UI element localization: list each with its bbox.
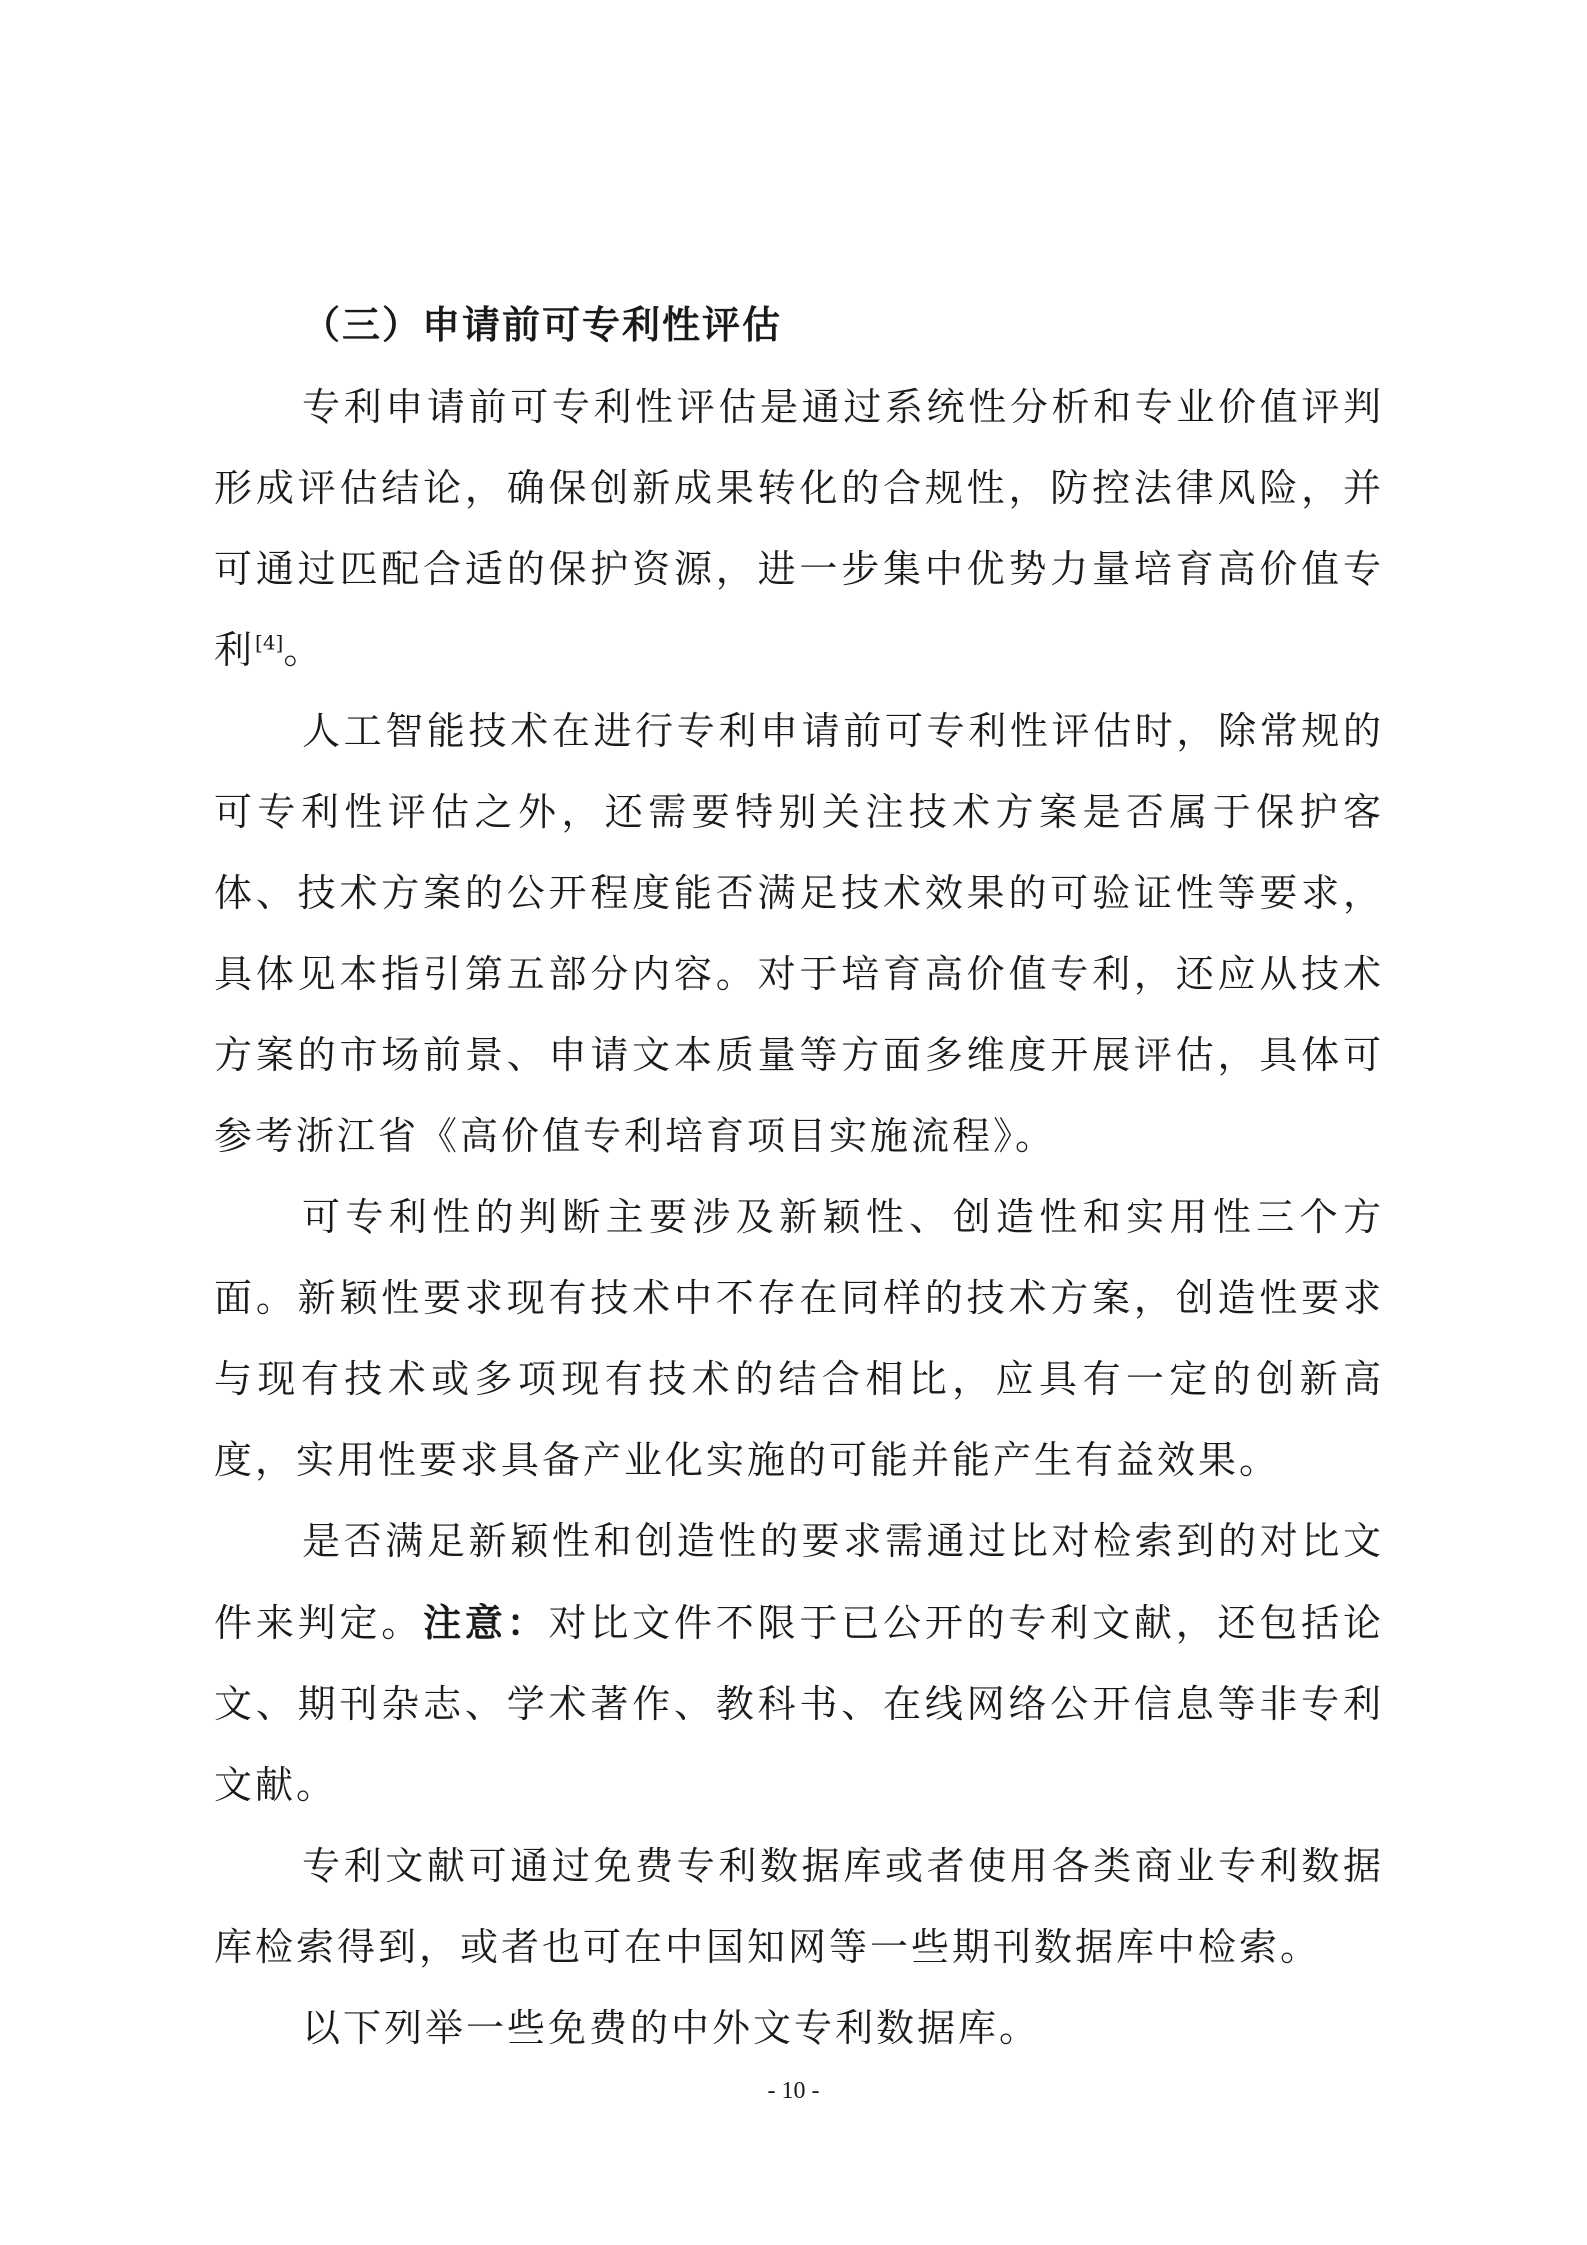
note-label: 注意： [423, 1600, 549, 1645]
paragraph-5: 专利文献可通过免费专利数据库或者使用各类商业专利数据库检索得到，或者也可在中国知网等一些期刊数据库中检索。 [214, 1844, 1384, 1969]
page-content [214, 283, 1384, 2069]
citation-marker: [4] [255, 630, 284, 655]
paragraph-6: 以下列举一些免费的中外文专利数据库。 [302, 2006, 1041, 2050]
paragraph-4-after: 对比文件不限于已公开的专利文献，还包括论文、期刊杂志、学术著作、教科书、在线网络公开信息等非专利文献。 [214, 1601, 1384, 1807]
page-number: - 10 - [767, 2078, 820, 2104]
paragraph-1-text: 专利申请前可专利性评估是通过系统性分析和专业价值评判形成评估结论，确保创新成果转化的合规性，防控法律风险，并可通过匹配合适的保护资源，进一步集中优势力量培育高价值专利 [214, 385, 1384, 672]
paragraph-4 [214, 1501, 1384, 1826]
paragraph-2: 人工智能技术在进行专利申请前可专利性评估时，除常规的可专利性评估之外，还需要特别关注技术方案是否属于保护客体、技术方案的公开程度能否满足技术效果的可验证性等要求，具体见本指引第五部分内容。对于培育高价值专利，还应从技术方案的市场前景、申请文本质量等方面多维度开展评估，具体可参考浙江省《高价值专利培育项目实施流程》。 [214, 709, 1384, 1158]
section-heading: （三）申请前可专利性评估 [302, 302, 783, 347]
paragraph-4-before: 是否满足新颖性和创造性的要求需通过比对检索到的对比文件来判定。 [214, 1519, 1384, 1645]
paragraph-1-end: 。 [283, 628, 325, 672]
paragraph-1 [214, 367, 1384, 691]
paragraph-3: 可专利性的判断主要涉及新颖性、创造性和实用性三个方面。新颖性要求现有技术中不存在同样的技术方案，创造性要求与现有技术或多项现有技术的结合相比，应具有一定的创新高度，实用性要求具备产业化实施的可能并能产生有益效果。 [214, 1195, 1384, 1482]
